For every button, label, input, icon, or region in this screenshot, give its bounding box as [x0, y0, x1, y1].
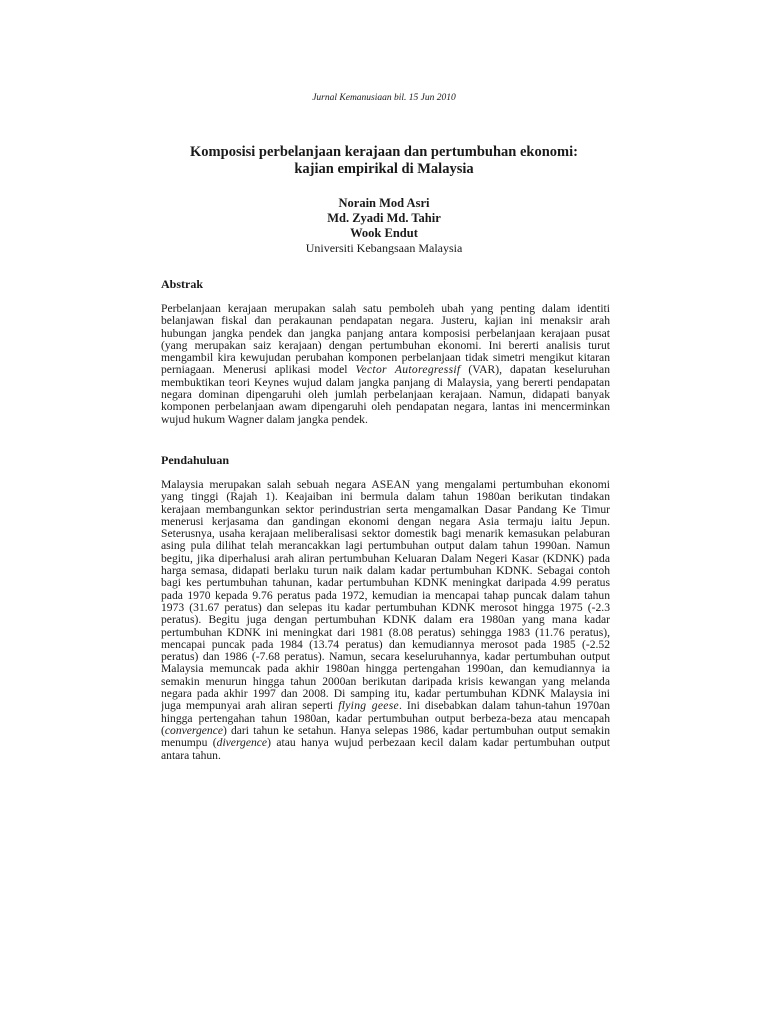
abstract-line: negara dominan dipengaruhi oleh jumlah perbelanjaan kerajaan. Namun, didapati banyak — [161, 389, 610, 402]
intro-line: begitu, jika diperhalusi arah aliran pertumbuhan Keluaran Dalam Negeri Kasar (KDNK) pada — [161, 552, 610, 565]
abstract-line: hubungan jangka pendek dan jangka panjang antara komposisi perbelanjaan kerajaan pusat — [161, 327, 610, 340]
abstract-line: belanjawan fiskal dan perakaunan pendapatan negara. Justeru, kajian ini menaksir arah — [161, 315, 610, 328]
abstract-line-text: perniagaan. Menerusi aplikasi model — [161, 364, 356, 377]
flying-geese-term: flying geese — [338, 700, 399, 713]
intro-line-flying-geese — [161, 700, 610, 712]
abstract-line-var — [161, 364, 610, 376]
author-2: Md. Zyadi Md. Tahir — [327, 211, 441, 225]
abstract-line: mengambil kira kewujudan perubahan komponen perbelanjaan tidak simetri mengikut kitaran — [161, 352, 610, 365]
intro-line: kerajaan membangunkan sektor perindustrian serta mengamalkan Dasar Pandang Ke Timur — [161, 503, 610, 516]
convergence-tail: ) dari tahun ke setahun. Hanya selepas 1986, kadar pertumbuhan output semakin — [223, 724, 610, 737]
author-1: Norain Mod Asri — [338, 196, 430, 210]
flying-geese-tail: . Ini disebabkan dalam tahun-tahun 1970an — [398, 700, 610, 713]
abstract-line: membuktikan teori Keynes wujud dalam jangka panjang di Malaysia, yang bererti pendapatan — [161, 376, 610, 389]
intro-line-text: juga mempunyai arah aliran seperti — [161, 700, 339, 713]
intro-line: Seterusnya, usaha kerajaan meliberalisasi sektor domestik bagi menarik kemasukan pelaburan — [161, 528, 610, 541]
intro-line: harga semasa, didapati berlaku turun naik dalam kadar pertumbuhan KDNK. Sebagai contoh — [161, 565, 610, 578]
intro-line: negara pada akhir 1997 dan 2008. Di samping itu, kadar pertumbuhan KDNK Malaysia ini — [161, 688, 610, 701]
intro-line: peratus). Begitu juga dengan pertumbuhan KDNK dalam era 1980an yang mana kadar — [161, 614, 610, 627]
var-term: Vector Autoregressif — [355, 364, 461, 377]
abstract-line: komponen perbelanjaan awam dipengaruhi oleh pendapatan negara, lantas ini mencerminkan — [161, 401, 610, 414]
abstract-paragraph — [161, 303, 610, 426]
paper-title-line-2: kajian empirikal di Malaysia — [294, 161, 474, 177]
intro-paragraph — [161, 479, 610, 762]
abstract-line: Perbelanjaan kerajaan merupakan salah satu pemboleh ubah yang penting dalam identiti — [161, 303, 610, 315]
abstract-line: (yang merupakan saiz kerajaan) dengan pertumbuhan ekonomi. Ini bererti analisis turut — [161, 339, 610, 352]
divergence-term: divergence — [216, 737, 268, 750]
intro-line: asing pula dilihat telah merancakkan lagi pertumbuhan output dalam tahun 1990an. Namun — [161, 540, 610, 553]
title-block — [0, 144, 768, 256]
intro-line: Malaysia memuncak pada akhir 1980an hingga pertengahan 1990an, dan kemudiannya ia — [161, 663, 610, 676]
intro-line: hingga pertengahan tahun 1980an, kadar pertumbuhan output berbeza-beza atau mencapah — [161, 712, 610, 725]
abstract-line: wujud hukum Wagner dalam jangka pendek. — [161, 413, 368, 426]
intro-line: 1973 (31.67 peratus) dan selepas itu kadar pertumbuhan KDNK merosot hingga 1975 (-2.3 — [161, 601, 610, 614]
intro-line: pada 1970 kepada 9.76 peratus pada 1972, kemudian ia mencapai tahap puncak dalam tahun — [161, 589, 610, 602]
author-3: Wook Endut — [350, 226, 418, 240]
intro-line-text: menumpu ( — [161, 737, 217, 750]
intro-line: menerusi kerjasama dan gandingan ekonomi dengan negara Asia termaju iaitu Jepun. — [161, 515, 610, 528]
abstract-heading: Abstrak — [161, 277, 204, 291]
intro-line: Malaysia merupakan salah sebuah negara ASEAN yang mengalami pertumbuhan ekonomi — [161, 479, 610, 491]
intro-line: yang tinggi (Rajah 1). Keajaiban ini bermula dalam tahun 1980an berikutan tindakan — [161, 491, 610, 504]
intro-line-convergence — [161, 725, 610, 737]
journal-header: Jurnal Kemanusiaan bil. 15 Jun 2010 — [312, 93, 456, 103]
divergence-tail: ) atau hanya wujud perbezaan kecil dalam kadar pertumbuhan output — [267, 737, 610, 750]
affiliation: Universiti Kebangsaan Malaysia — [305, 241, 463, 255]
intro-line: mencapai puncak pada 1984 (13.74 peratus) dan kemudiannya merosot pada 1985 (-2.52 — [161, 638, 610, 651]
intro-line: semakin menurun hingga tahun 2000an berikutan daripada krisis kewangan yang melanda — [161, 675, 610, 688]
intro-line: peratus) dan 1986 (-7.68 peratus). Namun, secara keseluruhannya, kadar pertumbuhan output — [161, 651, 610, 664]
intro-heading: Pendahuluan — [161, 453, 230, 467]
author-list — [0, 196, 768, 256]
intro-line: pertumbuhan KDNK ini meningkat dari 1981 (8.08 peratus) sehingga 1983 (11.76 peratus), — [161, 626, 610, 639]
intro-line-divergence — [161, 737, 610, 749]
var-tail: (VAR), dapatan keseluruhan — [460, 364, 610, 377]
paper-title-line-1: Komposisi perbelanjaan kerajaan dan pertumbuhan ekonomi: — [190, 144, 578, 160]
intro-line: bagi kes pertumbuhan tahunan, kadar pertumbuhan KDNK meningkat daripada 4.99 peratus — [161, 577, 610, 590]
intro-line-text: ( — [161, 724, 165, 737]
intro-line: antara tahun. — [161, 749, 221, 762]
convergence-term: convergence — [164, 724, 224, 737]
